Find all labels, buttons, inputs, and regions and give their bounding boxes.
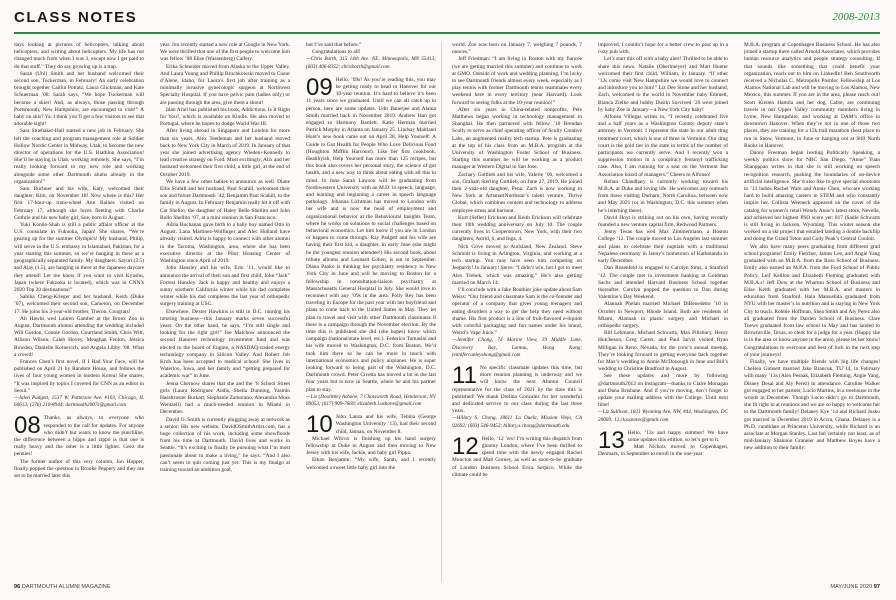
paragraph: Idan Ariel has published his book, Addictions. Is It Right for You?, which is available on Kindle. He also moved to Portugal, where he hopes to dodge World War III. <box>160 106 290 128</box>
paragraph: Jenny Tesas has wed Max Zimmermann, a Boston College ’12. The couple moved to Los Angeles last summer and plans to celebrate their nuptials with a traditional Nepalese ceremony in Jenny’s hometown of Kathmandu in early December. <box>598 229 728 265</box>
class-block-11 <box>452 361 582 430</box>
magazine-name: DARTMOUTH ALUMNI MAGAZINE <box>21 584 111 590</box>
paragraph: Erika Schneider moved from Alaska to the Upper Valley. And Laura Young and Phillip Bruchkowski moved to Coeur d’Alene, Idaho, for Laura’s first job after training as a minimally invasive gynecologic surgeon at Northwest Specialty Hospital. If you have pelvic pain (ladies only) or are passing through the area, give them a shout! <box>160 63 290 106</box>
paragraph: Let’s start this off with a baby alert! Thrilled to be able to share this news. Natalie (Oberlmeyer) and Matt Hunter welcomed their first child, William, in January. “If other ’12s come visit New Hampshire we would love to connect and introduce you to him!” Liz Dee Stone and her husband, Zach, welcomed to the world in November baby Emmett, Bianca Zielke and hubby Dustin Survived ’20 were joined by baby Zoe in January—a New York City baby! <box>598 56 728 113</box>
paragraph: Elsewhere, Dexter Hawkins is still in D.C. running his tutoring business—this January marks seven successful years. On the other hand, he says, “I’m still single and looking for the right girl!” Joe Malchow announced the second Hanover technology investment fund and was elected to the board of Engine, a NASDAQ-traded energy technology company in Silicon Valley. And Robert Job Kroh has been accepted to medical school! She lives in Waterloo, Iowa, and her family and “getting prepared for academic war” in June. <box>160 308 290 380</box>
class-year-number: 09 <box>306 73 333 101</box>
section-title: CLASS NOTES <box>14 9 138 26</box>
paragraph: Jenna Chernow shares that she and the ’8 School Street girls (Laura Rodriguez Audis, Sheila Dunning, Yasmin Haseltroster Burkart, Stephanie Zamorano, Alexandra Moss Wentzell) had a much-needed reunion in Miami in December. <box>160 380 290 416</box>
paragraph: We have a few other babies to announce as well. Diane Ellis Scahill and her husband, Paul Scahill, welcomed their son and future Dartmouth ’42, Benjamin Paul Scahill, to the family in August. In February Benjamin really hit it off with Cat Shelito, the daughter of Haley Belle Shellito and John Bollo Shellito ’07, at a mini reunion in San Francisco. <box>160 178 290 221</box>
class-year-number: 08 <box>14 412 41 440</box>
paragraph: Frances Chen’s first novel, If I Had Your Face, will be published on April 21 by Random House, and follows the lives of four young women in modern Korea! She shares, “It was inspired by topics I covered for CNN as an editor in Seoul.” <box>14 358 144 394</box>
class-year-number: 10 <box>306 411 333 439</box>
footer-right <box>830 584 880 590</box>
paragraph: We also have many peers graduating from different grad school programs! Emily Fletcher, James Lee, and Angie Yang graduated with an M.B.A. from the Ross School of Business. Emily also earned an M.P.A. from the Ford School of Public Policy. Leif Keillon and Elizabeth Fleming graduated with M.B.A.s! Jeff Dow at the Wharton School of Business and Elise Keith graduated with her M.B.A. and masters in education from Stanford. Hala Matsushita graduated from NYU with her master’s in nutrition and is staying in New York City to teach. Robbie Hoffman, Shea Smith and Aly Perez also all graduated from the Darden School of Business. Clare Toews graduated from law school in May and has landed to Brownsville, Texas, to clerk for a judge for a year. (Happy she is in the area or know anyone in the area), please let her know! Congratulations to everyone and best of luck in the next step of your journeys! <box>744 243 880 358</box>
paragraph: Kurt (Sefler) Erickson and Keith Erickson will celebrate their 10th wedding anniversary on July 10. The couple currently lives in Cooperstown, New York, with their two daughters, Astrid, 6, and Inga, 4. <box>452 214 582 243</box>
issue-date: MAY/JUNE 2020 <box>830 584 873 590</box>
paragraph: Hello, ’13s and happy summer! We have some updates this edition, so let’s get to it. <box>627 429 728 443</box>
paragraph: John Hansley and his wife, Erin ’11, would like to announce the arrival of their son and first child, John “Jack” Forrest Hansley. Jack is happy and healthy and enjoys a sunny southern California winter while his dad completes winter while his dad completes the last year of orthopedic surgery training at USC. <box>160 265 290 308</box>
paragraph: but I’ve said that before.” <box>306 42 362 48</box>
paragraph: world. Zoe was born on January 7, weighing 7 pounds, 7 ounces.” <box>452 42 582 56</box>
paragraph: Sara Stuebaker-Hall started a new job in February. She left the coaching and program management role at Soldier Hollow Nordic Center in Midway, Utah, to become the new director of operations for the U.S. Biathlon Association! She’ll be staying in Utah, working remotely. She says, “I’m really looking forward to my new role and working alongside some other Dartmouth alums already in the organization!” <box>14 128 144 185</box>
paragraph: improved, I couldn’t hope for a better crew to post up in a cozy pub with. <box>598 42 728 56</box>
paragraph: After living abroad in Singapore and London for more than six years, Alex Teetleman and her husband moved back to New York City in March of 2019. In January of that year she joined advertising agency Wieden+Kennedy to lead creative strategy on Ford. Most excitingly, Alix and her husband welcomed their first child, a little girl, at the end of October 2019. <box>160 128 290 178</box>
class-year-number: 11 <box>452 361 477 389</box>
class-block-13 <box>598 426 728 459</box>
footer-left <box>14 584 111 590</box>
paragraph: days looking at pictures of helicopters, talking about helicopters, and writing about helicopters. My life has not changed much from when I was 3, except now I get paid to do that stuff.” They do say growing up is a trap. <box>14 42 144 70</box>
column-1 <box>14 42 144 582</box>
column-2 <box>160 42 290 582</box>
paragraph: Bill Lehmann, Michael Schwartz, Max Pillsbury, Henry Hutcheson, Greg Carter, and Paul Jarvis visited Ryan Milligan in Reno, Nevada, for the crew’s annual meetup. They’re looking forward to getting everyone back together for Max’s wedding to Annie McDonough in June and Bill’s wedding to Christine Bradford in August. <box>598 330 728 373</box>
paragraph: See these updates and more by following @dartmouth2012 on Instagram—thanks to Claire Monagan and Dana Brisbane. And if you’re moving, don’t forget to update your mailing address with the College. Until next time! <box>598 373 728 409</box>
paragraph: Sam Buchner and his wife, Katy, welcomed their daughter, Kim, on November 18! Now where is this? Her first 17-hour-up trans-wheel Ann Raines visited on February 17, although she loves fleeting with Charlie Guthrie and his new baby girl, Sue, born in August. <box>14 186 144 221</box>
page-header <box>0 0 896 38</box>
column-3 <box>306 42 436 582</box>
paragraph: Yuki Kondo-Shah is still a public affairs officer at the U.S. consulate in Fukuoka, Japan! She shares, “We’re gearing up for the summer Olympics! My husband, Philip, will serve in the U.S. embassy in Islamabad, Pakistan, for a year starting this summer, so we’re hanging in there as a geographically separated family. My daughters, Sayuri (3.5) and Ajay (1.5), are hanging in there at the Japanese daycare they attend! Let me know if you want to visit Kyushu, Japan (where Fukuoka is located), which was in CNN’s 2020 Top 20 destinations!” <box>14 222 144 293</box>
paragraph: Ali Hawks wed Lauren Gamber at the Bronx Zoo in August. Dartmouth alumni attending the wedding included Will Gordon, Connie Gordon, Courtland Smith, Chris Witt, Allison Wilson, Caleb Hovey, Meaghan Fenlon, Jessica Rowden, Danielle Kornevich, and Angela Libby ’08. What a crowd! <box>14 315 144 358</box>
paragraph: David O. Smith is currently plugging away at network as a senior. His new website, DavidOSmithArtist.com, has a huge collection of his work, including some showfloods from his time at Dartmouth. David lives and works in Seattle. “It’s exciting to finally be pursuing what I’m most passionate about to make a living,” he says. “And I also can’t seem to quit coming just yet. This is my finalgo at training toward an ambition goal, <box>160 416 290 473</box>
paragraph: Hello, ’09s! As you’re reading this, you may be getting ready to head to Hanover for our 10-year reunion. It’s hard to believe it’s been 11 years since we graduated. Until we can all catch up in person, here are some updates. Udit Banerjee and Alaina Smith married back in November 2019. Andrew Han got engaged to Harmony Bartlett. Katie Herman married Patrick Murphy in Atlanta on January 25. Lindsay Maitland Hunt’s new book came out on April 28, Help Yourself: A Guide to Gut Health for People Who Love Delicious Food (Houghton Mifflin Harcourt). Like her first cookbook, Healthyish, Help Yourself has more than 125 recipes, but this book also covers her personal story, the science of gut health, and a new way to think about eating with all this in mind. In June Sarah Lawson will be graduating from Northwestern University with an M.D. in speech, language, and learning and beginning a career in speech language pathology. Johanna Lichtman has moved to London with her wife and is now the head of employment and organizational behavior at the Behavioural Insights Team, where he works on solutions to social challenges based on behavioral economics. Let him know if you are in London or happen to come through. Ray Padgett and his wife are having their first kid, a daughter, in early June (she might be the youngest reunion attendee!) His second book, about tribute albums and Leonard Cohen, is out in September. Diana Panko is thinking her psychiatry residency in New York City in June and will be moving to Boston for a fellowship in consultation-liaison psychiatry at Massachusetts General Hospital in July. She would love to reconnect with any ’09s in the area. Polly Rey has been traveling in Europe for the past year with her boyfriend and plans to come back to the United States in May. They let plan to travel and visit with other Dartmouth classmates if there is a campaign through the November election. By the time this is published she did (she hopes) know which campaign (national/state level, etc.). Federico Tomasini and his wife moved to Washington, D.C. from Boston. We’d took him there so he can be more in touch with international economics and policy airplanes. He is super looking forward to being part of the Washington, D.C. Dartmouth crowd. Peter Civetta has moved a lot in the last four years but is now in Seattle, where he and his partner plan to stay. <box>306 76 436 393</box>
paragraph: Sarah (Uhl) Smith and her husband welcomed their second son, Tuckerman, in February! An early celebration brought together Caitlin Potratz, Laura Glickman, and Kate Schuerman ’08. Sarah says, “We hope Tuckerman will become a skier! And, as always, those passing through Portsmouth, New Hampshire, are encouraged to visit!” A baby on skis? Ya, I think you’ll get a few visitors to see that adorable sight! <box>14 70 144 128</box>
paragraph: Thanks, as always, to everyone who responded to the call for updates. For anyone who didn’t but wants to know the punchline, the difference between a hippo and zippo is that one is really heavy and the other is a little lighter. Geez the pennies! <box>14 415 144 458</box>
page-footer <box>14 584 880 594</box>
paragraph: Adria Buchanan gave birth to a baby boy named Otto in August. Lana Martinez-Wolfinger and Alec Holland have already visited. Adria is happy to connect with other alumni in the Tacoma, Washington, area, where she has been executive director at the Pilot Housing Center of Washington since April of 2019. <box>160 222 290 265</box>
column-5 <box>598 42 728 582</box>
paragraph: Congratulations to all! <box>312 49 361 56</box>
paragraph: After six years in China-related nonprofits, Pete Matthews began working in technology management in Shanghai. He then partnered with fellow ’10 Brendan Scully to serve as chief operating officer of Scully Creative Labs, an augmented reality tech startup. Pete is graduating at the top of his class from an M.B.A. program at the University of Washington Foster School of Business. Starting this summer he will be working as a product manager at Western Digital in San Jose. <box>452 106 582 171</box>
paragraph: Dan Rosenfeld is engaged to Carolyn Sims, a Stanford ’12. The couple met in investment banking at Goldman Sachs and attended Harvard Business School together thereafter. Carolyn popped the question to Dan during Valentine’s Day Weekend. <box>598 265 728 301</box>
class-secretary-contact: —Jennifer Chong, 74 Marine View, 19 Middle Lane, Discovery Bay, Lantau, Hong Kong; jennifercanleyshong@gmail.com <box>452 337 582 358</box>
class-year-number: 12 <box>452 432 479 460</box>
text-columns <box>14 42 880 582</box>
class-year-number: 13 <box>598 426 625 454</box>
column-6 <box>744 42 880 582</box>
paragraph: Rohan Chaudhary is currently working toward his M.B.A. at Duke and loving life. He welcomes any outreach from those visiting Durham, North Carolina, between now and May 2021 (or in Washington, D.C. this summer when he’s interning there). <box>598 178 728 214</box>
paragraph: The former author of this very column, Jon Hopper, finally popped the question to Brooke Peppery and they are set to be married later this <box>14 458 144 479</box>
class-block-09 <box>306 73 436 408</box>
paragraph: I’ll conclude with a Jake Bouthier joke update about Sam Weiss: “Our friend and classmate Sam is the co-founder and operator of a company that gives young teenagers and eating disorders a way to get the help they need without shame. His first product is a line of fruit-flavored e-liquids with colorful packaging and fun names under his brand, Weird’s Vape Juice.” <box>452 286 582 337</box>
class-block-08 <box>14 412 144 480</box>
page-gutter <box>441 42 442 582</box>
paragraph: Nick Gove moved to Auckland, New Zealand. Steve Schmidt is living in Arlington, Virginia, and working at a tech startup. You may have seen him competing on Jeopardy! In January! Steve: “I didn’t win, but I got to meet Alex Trebek, which was amazing.” He’s also getting married on March 14. <box>452 243 582 286</box>
paragraph: David Hoyt is striking out on his own, having recently founded a new venture capital firm, Redwood Partners. <box>598 214 728 229</box>
paragraph: Matt Nichols moved to Copenhagen, Denmark, in September to enroll in the one-year <box>598 444 728 458</box>
paragraph: Ethan Benjamin: “My wife, Sarah, and I recently welcomed a sweet little baby girl into the <box>306 457 436 471</box>
paragraph: John Lanza and his wife, Tebina (George Washington University ’13), had their second child, Jannan, on November 8. <box>335 414 436 435</box>
paragraph: M.B.A. program at Copenhagen Business School. He has also joined a startup there called Arnold Associates, which provides human resource analytics and people strategy consulting. If that sounds like something that could benefit your organization, reach out to him on LinkedIn! Ben Southworth received a Nicholas C. Metropolis Postdoc Fellowship at Los Alamos National Lab and will be moving to Los Alamos, New Mexico, this summer. If you are in the area, please reach out! Scott Kirsten Hamila and her dog, Cabot, are continuing travels in our Upper Valley community members living in Lyme, New Hampshire, and working at DAM’s office in downtown Hanover. When they’re not in one of those two places, they are training for a 12k trail marathon (best place to run in Snow, Vermont, in June or hanging out at Still North Books in Hanover. <box>744 42 880 149</box>
paragraph: Alannah Phelan married Michael DiBenedetto ’10 in October in Newport, Rhode Island. Both are residents of Miami, Alannah in plastic surgery and Michael in orthopedic surgery. <box>598 301 728 329</box>
paragraph: Sabiha Cheng-Krieger and her husband, Keith (Duke ’07), welcomed their second son, Cameron, on December 17. He joins his 3-year-old brother, Theron. Congrats! <box>14 294 144 315</box>
class-years-range: 2008-2013 <box>832 11 880 23</box>
class-secretary-contact: —Chris Borth, 315 14th Ave. NE, Minneapolis, MN 55413; (603) 406-8352; chrisborth@gmail.com <box>306 56 436 70</box>
column-4 <box>452 42 582 582</box>
class-secretary-contact: —Liz Sullivan, 1821 Wyoming Ave. NW, #44, Washington, DC 20009; 12.classnotes@gmail.com <box>598 409 728 423</box>
paragraph: Alfonso Villegas writes in, “I recently celebrated five and a half years as a Washington County deputy state’s attorney in Vermont. I represent the state in our adult drug treatment court, which is one of three in Vermont. Our drug court is the gold tier in the state in terms of the number of participants we currently serve. And I recently won a suppression motion in a conspiracy fentanyl trafficking case. Also, I am running for a seat on the Vermont Bar Association board of managers.” Cheers to Alfonso! <box>598 114 728 178</box>
paragraph: Hello, ’12 ’ers! I’m writing this dispatch from gloomy London, where I’ve been thrilled to spend time with the newly engaged Rachel Moncton and Matt Gurney, as well as soon-to-be graduate of London Business School Erica Serpico. While the climate could be <box>452 435 582 478</box>
page-number-right: 97 <box>873 584 880 590</box>
class-block-12 <box>452 432 582 479</box>
paragraph: year. Jon recently started a new role at Google in New York. We were thrilled that one of the first people to welcome him was fellow ’08 Elise (Wassenberg) Callery. <box>160 42 290 63</box>
class-block-10 <box>306 411 436 472</box>
class-secretary-contact: —Jalen Padgett, 1537 W. Patterson Ave. #103, Chicago, IL 60613; (276) 210-8944; dartmouth2007s@gmail.com <box>14 394 144 409</box>
paragraph: No specific classmate updates this time, but more reunion planning is underway and we will know the next Alumni Council representative for the class of 2021 by the time this is published! We thank Drellna Gonzalez for her wonderful and dedicated service to our class during the last three years. <box>452 364 582 415</box>
paragraph: Jeff Friedman: “I am living in Boston with my fiancée (we are getting married this summer) and continue to work at GMO. Outside of work and wedding planning, I’m lucky to see Dartmouth friends almost every week, especially as I play tennis with former Dartmouth tennis teammates every weekend here in every territory (near Harvard). Look forward to seeing folks at the 10-year reunion!” <box>452 56 582 106</box>
header-divider <box>14 32 880 34</box>
page-number-left: 96 <box>14 584 21 590</box>
class-secretary-contact: —Hillary S. Chong, 18611 La Ouela, Mission Viejo, CA 92692; (603) 546-9452; hillary.s.chong@dartmouth.edu <box>452 415 582 429</box>
paragraph: Finally, we have multiple friends with big life changes! Chelsea Gimsett married Jake Brancuk, TU’14, in February with many ’13s (Alex Pesnak, Elizabeth Fleming, Angie Yang, Disney Desai and Aly Perez) in attendance. Caroline Walker got engaged to her partner, Lucio Martins, in a treehouse in the woods in December. Though Lucio didn’t go to Dartmouth, she fit right in at reunions and we are so happy to welcome her to the Dartmouth family! Delaney Kye ’14 and Richard Jusko got married in December 2019 in Accra, Ghana. Delaney is a Ph.D. candidate at Princeton University, while Richard is an associate at Morgan Stanley. Last but certainly not least, as of mid-January Shannon Graneier and Matthew Boyes have a new addition to their family: <box>744 358 880 452</box>
paragraph: Zachary Gottlieb and his wife, Valerie ’06, welcomed a son, Graham Sterling Gottlieb, on June 27, 2019. He joined their 2-year-old daughter, Penn. Zach is now working in New York at ArtsmartNorthstar’s talent venture, Thrive Global, which combines content and technology to address employee stress and burnout. <box>452 171 582 214</box>
class-secretary-contact: —Liz (Doolittle) Ashone, 7 Chatsworth Road, Henderson, NV 89053; (617) 909-7669; elizabeth.l.ashone@gmail.com <box>306 393 436 407</box>
paragraph: Danny Freeman began hosting Politically Speaking, a weekly politics show for NBC San Diego. “Anne” Yuan Shanpppan writes in that she is still working on speech recognition research, pushing the boundaries of on-device artificial intelligence. She’d also like to give special shoutouts to ’13 ladies Rachel Ware and Annie Chen, who are working hard to build amazing careers in STEM and who constantly inspire her. Collista Weeneck appeared on the cover of the catalog for women’s retail Wendy Anne’s latest store, Nevelle, and achieved her highest PSO score yet: 817 (Sadie Schwarts is still living in Jackson, Wyoming. This winter season she worked on a ski project that entailed landing a double backflip and doing the Grand Teton and Cody Peak’s Central Couloir. <box>744 150 880 243</box>
paragraph: Michael Wilcox is finishing up his hand surgery fellowship at Duke in August and then moving to New Jersey with his wife, Jackie, and baby girl Pippa. <box>306 435 436 457</box>
